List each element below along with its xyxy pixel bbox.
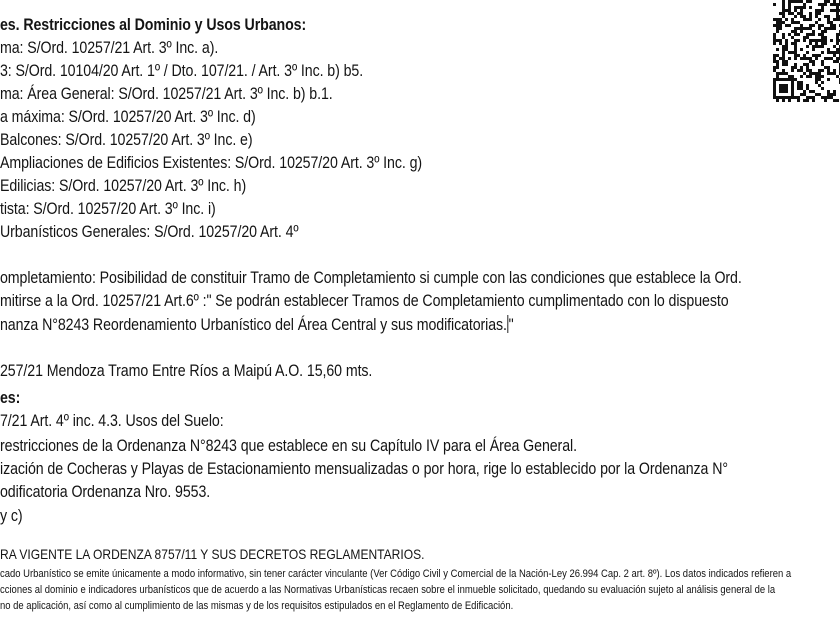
restriction-line-2: 3: S/Ord. 10104/20 Art. 1º / Dto. 107/21. / Art. 3º Inc. b) b5. <box>0 62 364 80</box>
footnote-line-1: cado Urbanístico se emite únicamente a modo informativo, sin tener carácter vinculante (Ver Código Civil y Comercial de la Nación-Ley 26.994 Cap. 2 art. 8º). Los datos indicados refieren a <box>0 568 792 580</box>
restriction-line-3: ma: Área General: S/Ord. 10257/21 Art. 3º Inc. b) b.1. <box>0 85 333 103</box>
restriction-line-8: tista: S/Ord. 10257/20 Art. 3º Inc. i) <box>0 200 216 218</box>
completamiento-line-1: ompletamiento: Posibilidad de constituir Tramo de Completamiento si cumple con las condiciones que establece la Ord. <box>0 269 742 287</box>
restriction-line-9: Urbanísticos Generales: S/Ord. 10257/20 Art. 4º <box>0 223 299 241</box>
usos-line-2: restricciones de la Ordenanza N°8243 que establece en su Capítulo IV para el Área General. <box>0 437 577 455</box>
completamiento-line-3-quote: " <box>508 316 514 334</box>
section-heading: es. Restricciones al Dominio y Usos Urbanos: <box>0 16 307 34</box>
tramo-line: 257/21 Mendoza Tramo Entre Ríos a Maipú A.O. 15,60 mts. <box>0 362 373 380</box>
usos-line-3: ización de Cocheras y Playas de Estacionamiento mensualizadas o por hora, rige lo establecido por la Ordenanza N° <box>0 460 728 478</box>
qr-code <box>773 0 840 102</box>
restriction-line-5: Balcones: S/Ord. 10257/20 Art. 3º Inc. e) <box>0 131 253 149</box>
completamiento-line-3 <box>0 315 514 335</box>
vigente-notice: RA VIGENTE LA ORDENZA 8757/11 Y SUS DECRETOS REGLAMENTARIOS. <box>0 546 425 562</box>
restriction-line-6: Ampliaciones de Edificios Existentes: S/Ord. 10257/20 Art. 3º Inc. g) <box>0 154 423 172</box>
completamiento-line-3-text: nanza N°8243 Reordenamiento Urbanístico del Área Central y sus modificatorias. <box>0 316 507 334</box>
restriction-line-4: a máxima: S/Ord. 10257/20 Art. 3º Inc. d) <box>0 108 256 126</box>
footnote-line-3: no de aplicación, así como al cumplimiento de las mismas y de los requisitos estipulados en el Reglamento de Edificación. <box>0 600 514 612</box>
completamiento-line-2: mitirse a la Ord. 10257/21 Art.6º :" Se podrán establecer Tramos de Completamiento cumplimentado con lo dispuesto <box>0 292 729 310</box>
usos-line-1: 7/21 Art. 4º inc. 4.3. Usos del Suelo: <box>0 412 224 430</box>
usos-line-4: odificatoria Ordenanza Nro. 9553. <box>0 483 211 501</box>
restriction-line-7: Edilicias: S/Ord. 10257/20 Art. 3º Inc. h) <box>0 177 247 195</box>
footnote-line-2: cciones al dominio e indicadores urbanísticos que de acuerdo a las Normativas Urbanísticas recaen sobre el inmueble solicitado, quedando su evaluación sujeto al análisis general de la <box>0 584 776 596</box>
restriction-line-1: ma: S/Ord. 10257/21 Art. 3º Inc. a). <box>0 39 219 57</box>
qr-code-graphic <box>773 0 840 102</box>
usos-heading: es: <box>0 389 21 407</box>
usos-line-5: y c) <box>0 507 23 525</box>
